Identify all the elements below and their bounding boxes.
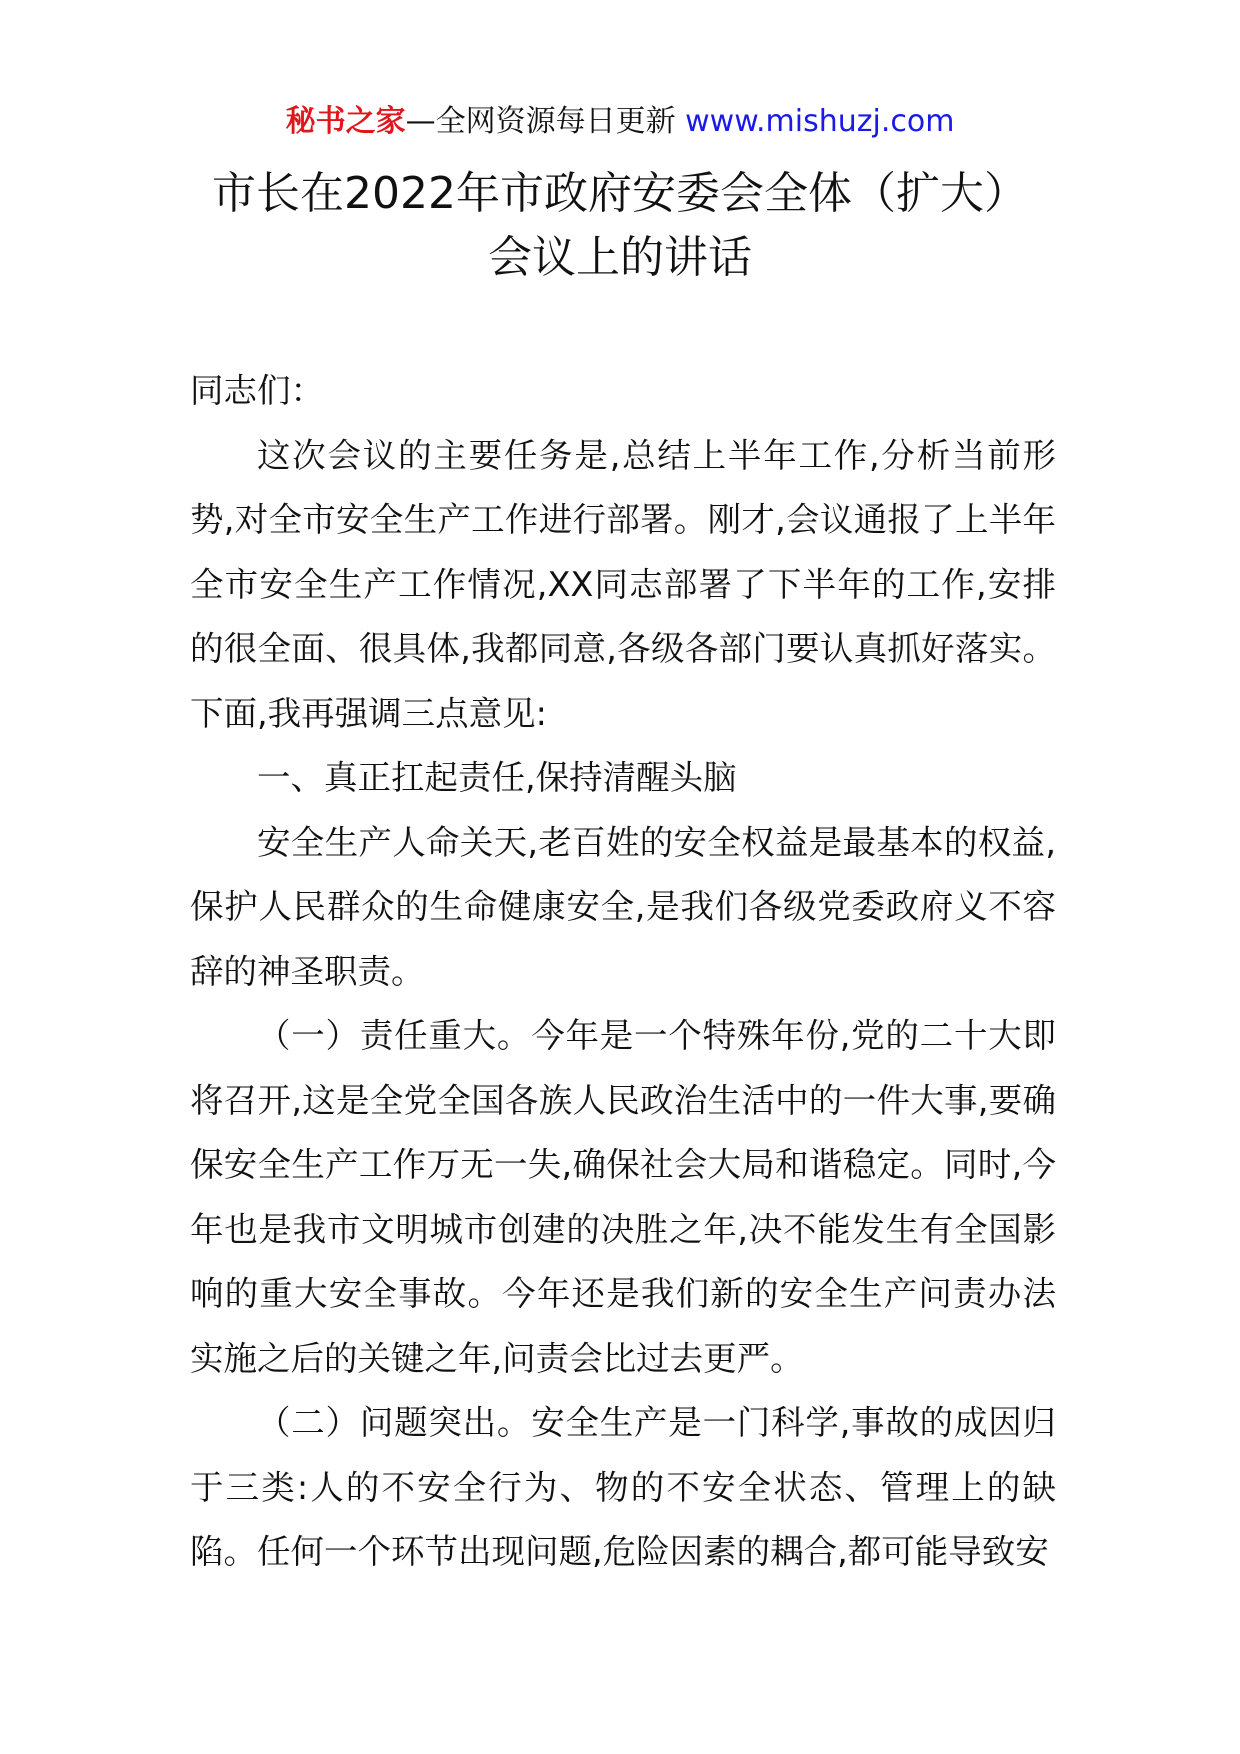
site-slogan: —全网资源每日更新 <box>405 104 686 139</box>
paragraph-intro: 这次会议的主要任务是,总结上半年工作,分析当前形势,对全市安全生产工作进行部署。刚才,会议通报了上半年全市安全生产工作情况,XX同志部署了下半年的工作,安排的很全面、很具体,我都同意,各级各部门要认真抓好落实。下面,我再强调三点意见: <box>190 435 1056 733</box>
paragraph-responsibility: （一）责任重大。今年是一个特殊年份,党的二十大即将召开,这是全党全国各族人民政治生活中的一件大事,要确保安全生产工作万无一失,确保社会大局和谐稳定。同时,今年也是我市文明城市创建的决胜之年,决不能发生有全国影响的重大安全事故。今年还是我们新的安全生产问责办法实施之后的关键之年,问责会比过去更严。 <box>190 1016 1056 1378</box>
paragraph-problems: （二）问题突出。安全生产是一门科学,事故的成因归于三类:人的不安全行为、物的不安全状态、管理上的缺陷。任何一个环节出现问题,危险因素的耦合,都可能导致安 <box>190 1403 1056 1571</box>
salutation: 同志们： <box>190 371 324 410</box>
title-line-2: 会议上的讲话 <box>488 232 752 283</box>
paragraph-safety: 安全生产人命关天,老百姓的安全权益是最基本的权益,保护人民群众的生命健康安全,是我们各级党委政府义不容辞的神圣职责。 <box>190 822 1056 991</box>
document-title <box>120 162 1120 290</box>
title-line-1: 市长在2022年市政府安委会全体（扩大） <box>212 168 1028 219</box>
site-url-link[interactable]: www.mishuzj.com <box>685 104 955 139</box>
section-heading-1: 一、真正扛起责任,保持清醒头脑 <box>257 758 737 797</box>
site-header <box>0 100 1240 144</box>
site-brand: 秘书之家 <box>285 104 406 139</box>
document-body <box>190 359 1056 1585</box>
